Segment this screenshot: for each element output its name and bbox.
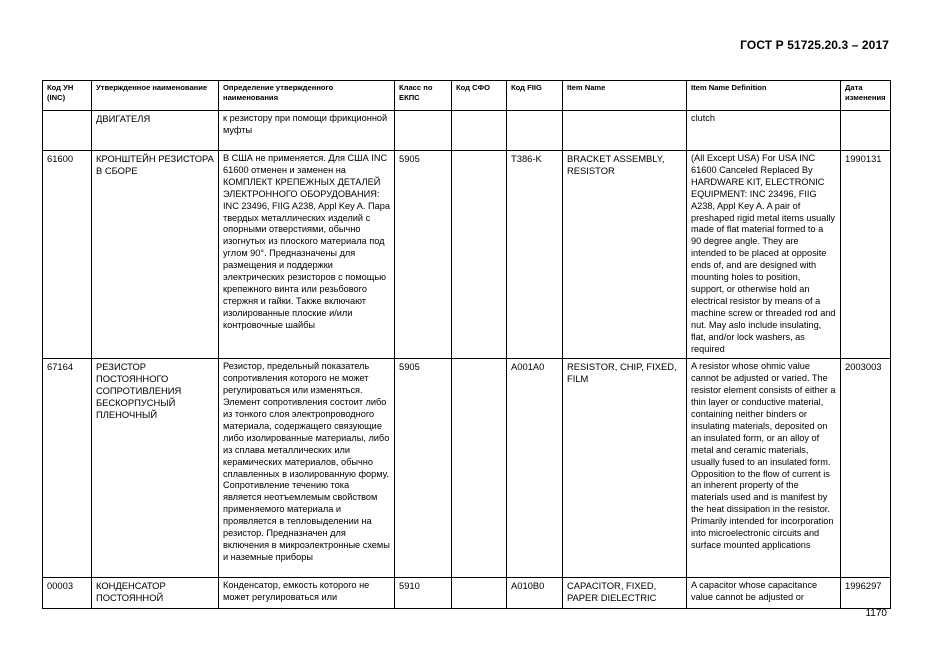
- cell-definition: Резистор, предельный показатель сопротивления которого не может регулироваться или изменяться. Элемент сопротивления состоит либо из тонкого слоя электропроводного материала, содержащего связующие либо изолированные материалы, либо из сплава металлических или керамических материалов, обычно сплавленных в изолированную форму. Сопротивление течению тока является неотъемлемым свойством применяемого материала и проявляется в тепловыделении на резистор. Предназначен для включения в микроэлектронные схемы и наземные приборы: [219, 359, 395, 578]
- table-header-row: [43, 81, 891, 111]
- cell-item-def: A resistor whose ohmic value cannot be adjusted or varied. The resistor element consists of either a thin layer or conductive material, containing neither binders or insulating materials, deposited on an insulated form, or an alloy of metal and ceramic materials, usually fused to an insulated form. Opposition to the flow of current is an inherent property of the materials used and is manifest by the heat dissipation in the resistor. Primarily intended for incorporation into microelectronic circuits and surface mounted applications: [687, 359, 841, 578]
- col-header-sfo: Код СФО: [452, 81, 507, 111]
- cell-name: ДВИГАТЕЛЯ: [92, 111, 219, 151]
- cell-sfo: [452, 578, 507, 609]
- col-header-inc: Код УН (INC): [43, 81, 92, 111]
- cell-date: 2003003: [841, 359, 891, 578]
- col-header-item-name: Item Name: [563, 81, 687, 111]
- cell-inc: [43, 111, 92, 151]
- cell-date: 1990131: [841, 151, 891, 359]
- cell-item-def: A capacitor whose capacitance value cannot be adjusted or: [687, 578, 841, 609]
- cell-date: [841, 111, 891, 151]
- table-row: [43, 111, 891, 151]
- table-row: [43, 151, 891, 359]
- cell-fiig: T386-K: [507, 151, 563, 359]
- col-header-fiig: Код FIIG: [507, 81, 563, 111]
- cell-class: [395, 111, 452, 151]
- cell-inc: 67164: [43, 359, 92, 578]
- cell-class: 5905: [395, 151, 452, 359]
- col-header-definition: Определение утвержденного наименования: [219, 81, 395, 111]
- cell-fiig: A010B0: [507, 578, 563, 609]
- cell-sfo: [452, 111, 507, 151]
- cell-inc: 00003: [43, 578, 92, 609]
- document-header: ГОСТ Р 51725.20.3 – 2017: [740, 38, 889, 52]
- col-header-item-def: Item Name Definition: [687, 81, 841, 111]
- cell-class: 5905: [395, 359, 452, 578]
- cell-name: РЕЗИСТОР ПОСТОЯННОГО СОПРОТИВЛЕНИЯ БЕСКОРПУСНЫЙ ПЛЕНОЧНЫЙ: [92, 359, 219, 578]
- cell-sfo: [452, 151, 507, 359]
- col-header-date: Дата изменения: [841, 81, 891, 111]
- data-table: [42, 80, 891, 609]
- cell-definition: В США не применяется. Для США INC 61600 отменен и заменен на КОМПЛЕКТ КРЕПЕЖНЫХ ДЕТАЛЕЙ ЭЛЕКТРОННОГО ОБОРУДОВАНИЯ: INC 23496, FIIG A238, Appl Key A. Пара твердых металлических изделий с опорными отверстиями, обычно изогнутых из плоского материала под углом 90°. Предназначены для размещения и поддержки электрических резисторов с помощью крепежного винта или резьбового стержня и гайки. Также включают изолированные плоские и/или контровочные шайбы: [219, 151, 395, 359]
- cell-name: КРОНШТЕЙН РЕЗИСТОРА В СБОРЕ: [92, 151, 219, 359]
- cell-item-def: clutch: [687, 111, 841, 151]
- cell-name: КОНДЕНСАТОР ПОСТОЯННОЙ: [92, 578, 219, 609]
- cell-class: 5910: [395, 578, 452, 609]
- table-row: [43, 359, 891, 578]
- cell-item-name: CAPACITOR, FIXED, PAPER DIELECTRIC: [563, 578, 687, 609]
- page-number: 1170: [865, 608, 887, 619]
- cell-definition: к резистору при помощи фрикционной муфты: [219, 111, 395, 151]
- cell-item-def: (All Except USA) For USA INC 61600 Canceled Replaced By HARDWARE KIT, ELECTRONIC EQUIPMENT: INC 23496, FIIG A238, Appl Key A. A pair of preshaped rigid metal items usually made of flat material formed to a 90 degree angle. They are intended to be placed at opposite ends of, and are designed with mounting holes to position, support, or otherwise hold an electrical resistor by means of a machine screw or threaded rod and nut. May aslo include insulating, flat, and/or lock washers, as required: [687, 151, 841, 359]
- table-row: [43, 578, 891, 609]
- cell-inc: 61600: [43, 151, 92, 359]
- cell-item-name: [563, 111, 687, 151]
- col-header-name: Утвержденное наименование: [92, 81, 219, 111]
- cell-date: 1996297: [841, 578, 891, 609]
- cell-sfo: [452, 359, 507, 578]
- cell-fiig: [507, 111, 563, 151]
- cell-definition: Конденсатор, емкость которого не может регулироваться или: [219, 578, 395, 609]
- cell-item-name: BRACKET ASSEMBLY, RESISTOR: [563, 151, 687, 359]
- cell-fiig: A001A0: [507, 359, 563, 578]
- col-header-class: Класс по ЕКПС: [395, 81, 452, 111]
- cell-item-name: RESISTOR, CHIP, FIXED, FILM: [563, 359, 687, 578]
